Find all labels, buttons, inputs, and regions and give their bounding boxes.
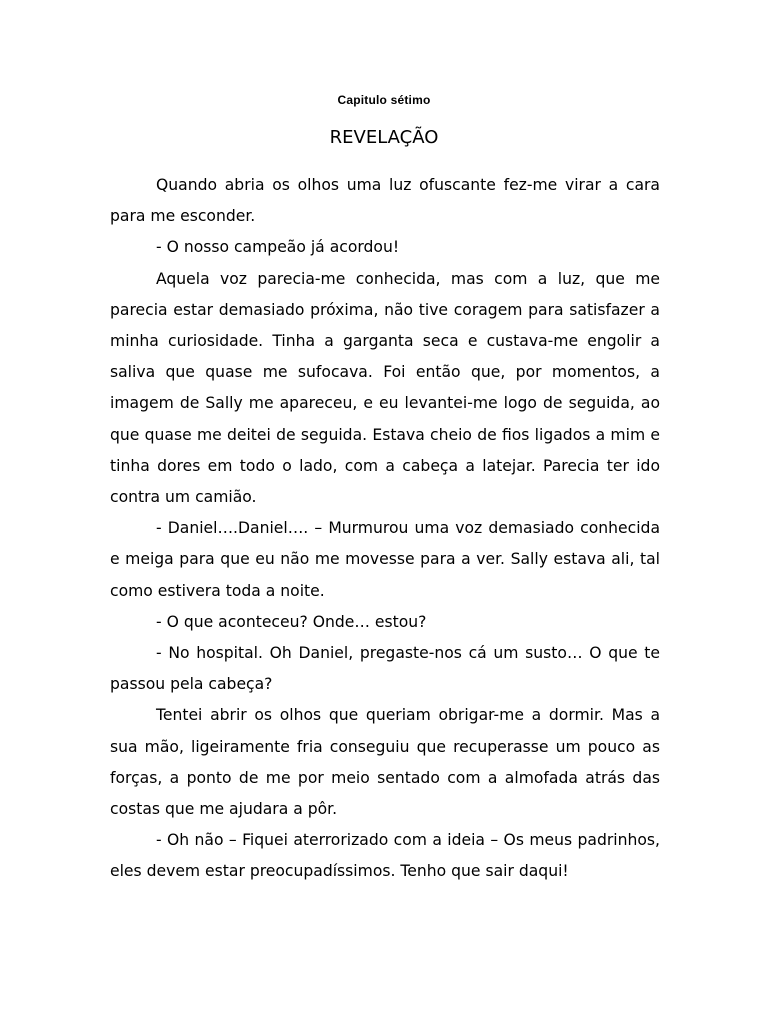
- body-text: [110, 170, 660, 888]
- chapter-label: Capitulo sétimo: [337, 93, 431, 107]
- paragraph: Quando abria os olhos uma luz ofuscante fez-me virar a cara para me esconder.: [110, 176, 660, 226]
- paragraph: - O que aconteceu? Onde… estou?: [156, 612, 427, 631]
- paragraph: - O nosso campeão já acordou!: [156, 238, 400, 257]
- paragraph: - Daniel….Daniel…. – Murmurou uma voz demasiado conhecida e meiga para que eu não me movesse para a ver. Sally estava ali, tal como estivera toda a noite.: [110, 519, 660, 600]
- paragraph: - Oh não – Fiquei aterrorizado com a ideia – Os meus padrinhos, eles devem estar preocupadíssimos. Tenho que sair daqui!: [110, 831, 660, 881]
- paragraph: - No hospital. Oh Daniel, pregaste-nos cá um susto… O que te passou pela cabeça?: [110, 644, 660, 694]
- chapter-title: REVELAÇÃO: [329, 127, 439, 148]
- paragraph: Aquela voz parecia-me conhecida, mas com a luz, que me parecia estar demasiado próxima, não tive coragem para satisfazer a minha curiosidade. Tinha a garganta seca e custava-me engolir a saliva que quase me sufocava. Foi então que, por momentos, a imagem de Sally me apareceu, e eu levantei-me logo de seguida, ao que quase me deitei de seguida. Estava cheio de fios ligados a mim e tinha dores em todo o lado, com a cabeça a latejar. Parecia ter ido contra um camião.: [110, 269, 660, 507]
- paragraph: Tentei abrir os olhos que queriam obrigar-me a dormir. Mas a sua mão, ligeiramente fria conseguiu que recuperasse um pouco as forças, a ponto de me por meio sentado com a almofada atrás das costas que me ajudara a pôr.: [110, 706, 660, 819]
